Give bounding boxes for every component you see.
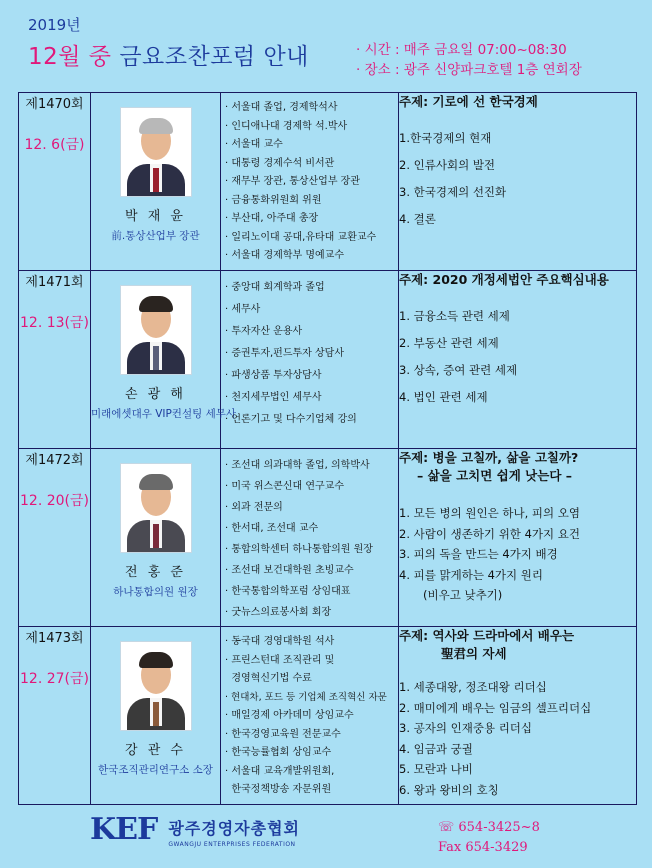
org-name <box>168 816 300 848</box>
session-date: 12. 6(금) <box>24 137 85 153</box>
career-item: · 재무부 장관, 통상산업부 장관 <box>225 173 394 192</box>
topic-list <box>399 677 636 800</box>
speaker-role: 미래에셋대우 VIP컨설팅 세무사 <box>91 408 237 420</box>
speaker-photo <box>120 285 192 375</box>
speaker-cell <box>91 271 237 449</box>
session-date: 12. 27(금) <box>20 671 89 687</box>
session-number: 제1473회 <box>25 631 84 646</box>
career-item: · 굿뉴스의료봉사회 회장 <box>225 602 394 623</box>
topic-title: 주제: 2020 개정세법안 주요핵심내용 <box>399 272 609 287</box>
topic-item: 2. 인류사회의 발전 <box>399 158 496 172</box>
career-item: · 조선대 보건대학원 초빙교수 <box>225 560 394 581</box>
career-item: · 프린스턴대 조직관리 및 <box>225 652 394 671</box>
speaker-role: 하나통합의원 원장 <box>113 586 198 598</box>
topic-title: 주제: 병을 고칠까, 삶을 고칠까? <box>399 450 579 465</box>
speaker-name: 손 광 해 <box>125 387 186 402</box>
session-number: 제1470회 <box>25 97 84 112</box>
career-item: · 서울대 경제학부 명예교수 <box>225 247 394 266</box>
topic-item: 3. 상속, 증여 관련 세제 <box>399 363 518 377</box>
fax-number: Fax 654-3429 <box>438 840 528 855</box>
career-item: · 증권투자,펀드투자 상담사 <box>225 343 394 365</box>
contact-info <box>438 818 540 858</box>
topic-item: 1. 금융소득 관련 세제 <box>399 309 510 323</box>
speaker-photo <box>120 641 192 731</box>
speaker-role: 前.통상산업부 장관 <box>111 230 200 242</box>
org-name-kr: 광주경영자총협회 <box>168 819 300 838</box>
career-item: · 조선대 의과대학 졸업, 의학박사 <box>225 455 394 476</box>
session-number: 제1472회 <box>25 453 84 468</box>
session-cell <box>19 271 91 449</box>
career-item: · 외과 전문의 <box>225 497 394 518</box>
session-cell <box>19 627 91 805</box>
topic-item: 4. 법인 관련 세제 <box>399 390 488 404</box>
career-list <box>221 627 398 800</box>
career-cell <box>221 271 399 449</box>
speaker-role: 한국조직관리연구소 소장 <box>98 764 213 776</box>
career-item: · 서울대 교육개발위원회, <box>225 763 394 782</box>
session-row <box>19 271 637 449</box>
career-item: · 일리노이대 공대,유타대 교환교수 <box>225 229 394 248</box>
topic-item: 6. 왕과 왕비의 호칭 <box>399 782 499 797</box>
topic-item: 3. 공자의 인재중용 리더십 <box>399 721 533 735</box>
career-list <box>221 93 398 266</box>
career-item: 경영혁신기법 수료 <box>231 673 312 684</box>
topic-cell <box>399 93 637 271</box>
topic-title: 주제: 역사와 드라마에서 배우는 <box>399 628 575 643</box>
topic-item: 1.한국경제의 현재 <box>399 131 492 145</box>
career-item: · 현대차, 포드 등 기업체 조직혁신 자문 <box>225 689 394 708</box>
career-item: · 천지세무법인 세무사 <box>225 387 394 409</box>
title-month: 12월 중 <box>28 44 112 70</box>
session-date: 12. 20(금) <box>20 493 89 509</box>
topic-item: 4. 임금과 궁궐 <box>399 741 473 756</box>
career-item: · 동국대 경영대학원 석사 <box>225 633 394 652</box>
session-row <box>19 449 637 627</box>
career-item: · 인디애나대 경제학 석.박사 <box>225 118 394 137</box>
career-item: · 대통령 경제수석 비서관 <box>225 155 394 174</box>
session-cell <box>19 93 91 271</box>
topic-cell <box>399 271 637 449</box>
speaker-name: 전 홍 준 <box>125 565 186 580</box>
topic-item: 5. 모란과 나비 <box>399 762 473 776</box>
topic-item: 4. 결론 <box>399 212 436 226</box>
topic-cell <box>399 449 637 627</box>
career-item: · 중앙대 회계학과 졸업 <box>225 277 394 299</box>
career-item: · 투자자산 운용사 <box>225 321 394 343</box>
topic-item: 4. 피를 맑게하는 4가지 원리 <box>399 567 543 582</box>
speaker-cell <box>91 627 221 805</box>
career-cell <box>221 93 399 271</box>
session-cell <box>19 449 91 627</box>
career-item: 한국정책방송 자문위원 <box>231 784 332 795</box>
session-date: 12. 13(금) <box>20 315 89 331</box>
career-item: · 서울대 졸업, 경제학석사 <box>225 99 394 118</box>
topic-list <box>399 125 636 233</box>
topic-subtitle: – 삶을 고치면 쉽게 낫는다 – <box>417 468 573 483</box>
speaker-name: 강 관 수 <box>125 743 186 758</box>
kef-logo: KEF <box>90 812 158 847</box>
speaker-cell <box>91 93 221 271</box>
career-item: · 통합의학센터 하나통합의원 원장 <box>225 539 394 560</box>
topic-item: 1. 세종대왕, 정조대왕 리더십 <box>399 680 547 694</box>
topic-list <box>399 503 636 606</box>
career-cell <box>221 627 399 805</box>
career-item: · 미국 위스콘신대 연구교수 <box>225 476 394 497</box>
year-label: 2019년 <box>28 16 81 34</box>
time-info: · 시간 : 매주 금요일 07:00~08:30 <box>356 42 567 58</box>
topic-item: (비우고 낮추기) <box>423 588 503 602</box>
career-item: · 부산대, 아주대 총장 <box>225 210 394 229</box>
topic-subtitle: 聖君의 자세 <box>441 646 507 661</box>
title-text: 금요조찬포럼 안내 <box>119 44 309 70</box>
topic-item: 3. 한국경제의 선진화 <box>399 185 507 199</box>
session-row <box>19 627 637 805</box>
topic-item: 2. 매미에게 배우는 임금의 셀프리더십 <box>399 700 592 715</box>
page-title <box>28 38 309 71</box>
career-list <box>221 271 398 431</box>
career-item: · 파생상품 투자상담사 <box>225 365 394 387</box>
topic-item: 1. 모든 병의 원인은 하나, 피의 오염 <box>399 506 580 520</box>
career-list <box>221 449 398 623</box>
speaker-cell <box>91 449 221 627</box>
topic-item: 3. 피의 독을 만드는 4가지 배경 <box>399 547 558 561</box>
career-item: · 세무사 <box>225 299 394 321</box>
career-item: · 금융통화위원회 위원 <box>225 192 394 211</box>
topic-list <box>399 303 636 411</box>
speaker-name: 박 재 윤 <box>125 209 186 224</box>
topic-cell <box>399 627 637 805</box>
career-cell <box>221 449 399 627</box>
topic-item: 2. 부동산 관련 세제 <box>399 336 499 350</box>
career-item: · 언론기고 및 다수기업체 강의 <box>225 409 394 431</box>
place-info: · 장소 : 광주 신양파크호텔 1층 연회장 <box>356 62 582 78</box>
speaker-photo <box>120 463 192 553</box>
speaker-photo <box>120 107 192 197</box>
session-row <box>19 93 637 271</box>
topic-title: 주제: 기로에 선 한국경제 <box>399 94 538 109</box>
career-item: · 매일경제 아카데미 상임교수 <box>225 707 394 726</box>
schedule-table <box>18 92 637 805</box>
career-item: · 한국경영교육원 전문교수 <box>225 726 394 745</box>
topic-item: 2. 사람이 생존하기 위한 4가지 요건 <box>399 526 580 541</box>
career-item: · 한국통합의학포럼 상임대표 <box>225 581 394 602</box>
session-number: 제1471회 <box>25 275 84 290</box>
org-name-en: GWANGJU ENTERPRISES FEDERATION <box>168 841 296 848</box>
org-logo <box>90 812 300 848</box>
career-item: · 한국능률협회 상임교수 <box>225 744 394 763</box>
career-item: · 한서대, 조선대 교수 <box>225 518 394 539</box>
career-item: · 서울대 교수 <box>225 136 394 155</box>
phone-number: ☏ 654-3425~8 <box>438 820 540 835</box>
